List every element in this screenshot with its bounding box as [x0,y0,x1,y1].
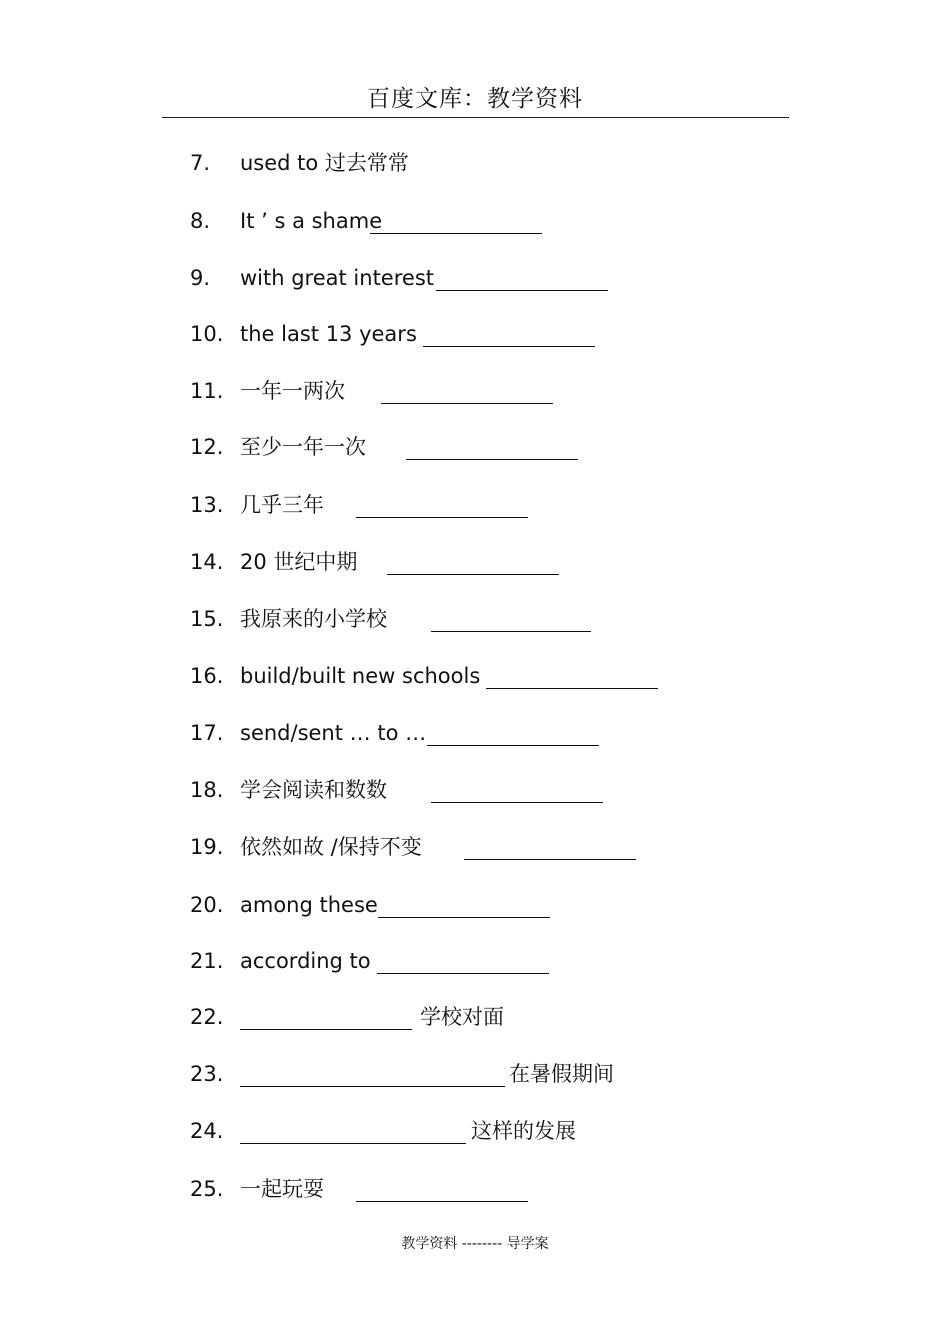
item-number: 17. [190,721,224,745]
answer-blank[interactable] [387,547,559,575]
item-number: 11. [190,379,224,403]
item-text: send/sent … to … [240,721,427,745]
answer-blank[interactable] [356,490,528,518]
item-text: It ’ s a shame [240,209,383,233]
item-number: 20. [190,893,224,917]
item-number: 24. [190,1119,224,1143]
item-text: 依然如故 /保持不变 [240,835,422,859]
item-number: 12. [190,435,224,459]
answer-blank[interactable] [370,206,542,234]
item-text: among these [240,893,378,917]
item-number: 14. [190,550,224,574]
answer-blank[interactable] [464,832,636,860]
item-number: 23. [190,1062,224,1086]
item-text: used to 过去常常 [240,151,409,175]
answer-blank[interactable] [240,1002,412,1030]
item-number: 7. [190,151,211,175]
header-divider [162,117,789,118]
item-text: with great interest [240,266,434,290]
item-number: 8. [190,209,211,233]
item-number: 25. [190,1177,224,1201]
item-text: 几乎三年 [240,493,324,517]
answer-blank[interactable] [423,319,595,347]
item-number: 16. [190,664,224,688]
item-number: 21. [190,949,224,973]
item-text: 一年一两次 [240,379,345,403]
item-number: 15. [190,607,224,631]
answer-blank[interactable] [427,718,599,746]
item-text: 在暑假期间 [509,1062,614,1086]
item-number: 18. [190,778,224,802]
answer-blank[interactable] [240,1116,466,1144]
answer-blank[interactable] [406,432,578,460]
item-text: 学校对面 [420,1005,504,1029]
answer-blank[interactable] [240,1059,505,1087]
answer-blank[interactable] [486,661,658,689]
answer-blank[interactable] [431,775,603,803]
answer-blank[interactable] [356,1174,528,1202]
item-text: build/built new schools [240,664,481,688]
item-number: 9. [190,266,211,290]
page-footer: 教学资料 -------- 导学案 [401,1236,549,1252]
answer-blank[interactable] [436,263,608,291]
item-text: 一起玩耍 [240,1177,324,1201]
item-text: 学会阅读和数数 [240,778,387,802]
page-header-title: 百度文库：教学资料 [367,86,583,112]
answer-blank[interactable] [381,376,553,404]
answer-blank[interactable] [377,946,549,974]
item-text: 20 世纪中期 [240,550,358,574]
item-text: 我原来的小学校 [240,607,387,631]
item-number: 13. [190,493,224,517]
item-number: 19. [190,835,224,859]
answer-blank[interactable] [431,604,591,632]
item-text: according to [240,949,371,973]
item-text: the last 13 years [240,322,417,346]
item-number: 22. [190,1005,224,1029]
item-text: 至少一年一次 [240,435,366,459]
item-text: 这样的发展 [471,1119,576,1143]
item-number: 10. [190,322,224,346]
answer-blank[interactable] [378,890,550,918]
